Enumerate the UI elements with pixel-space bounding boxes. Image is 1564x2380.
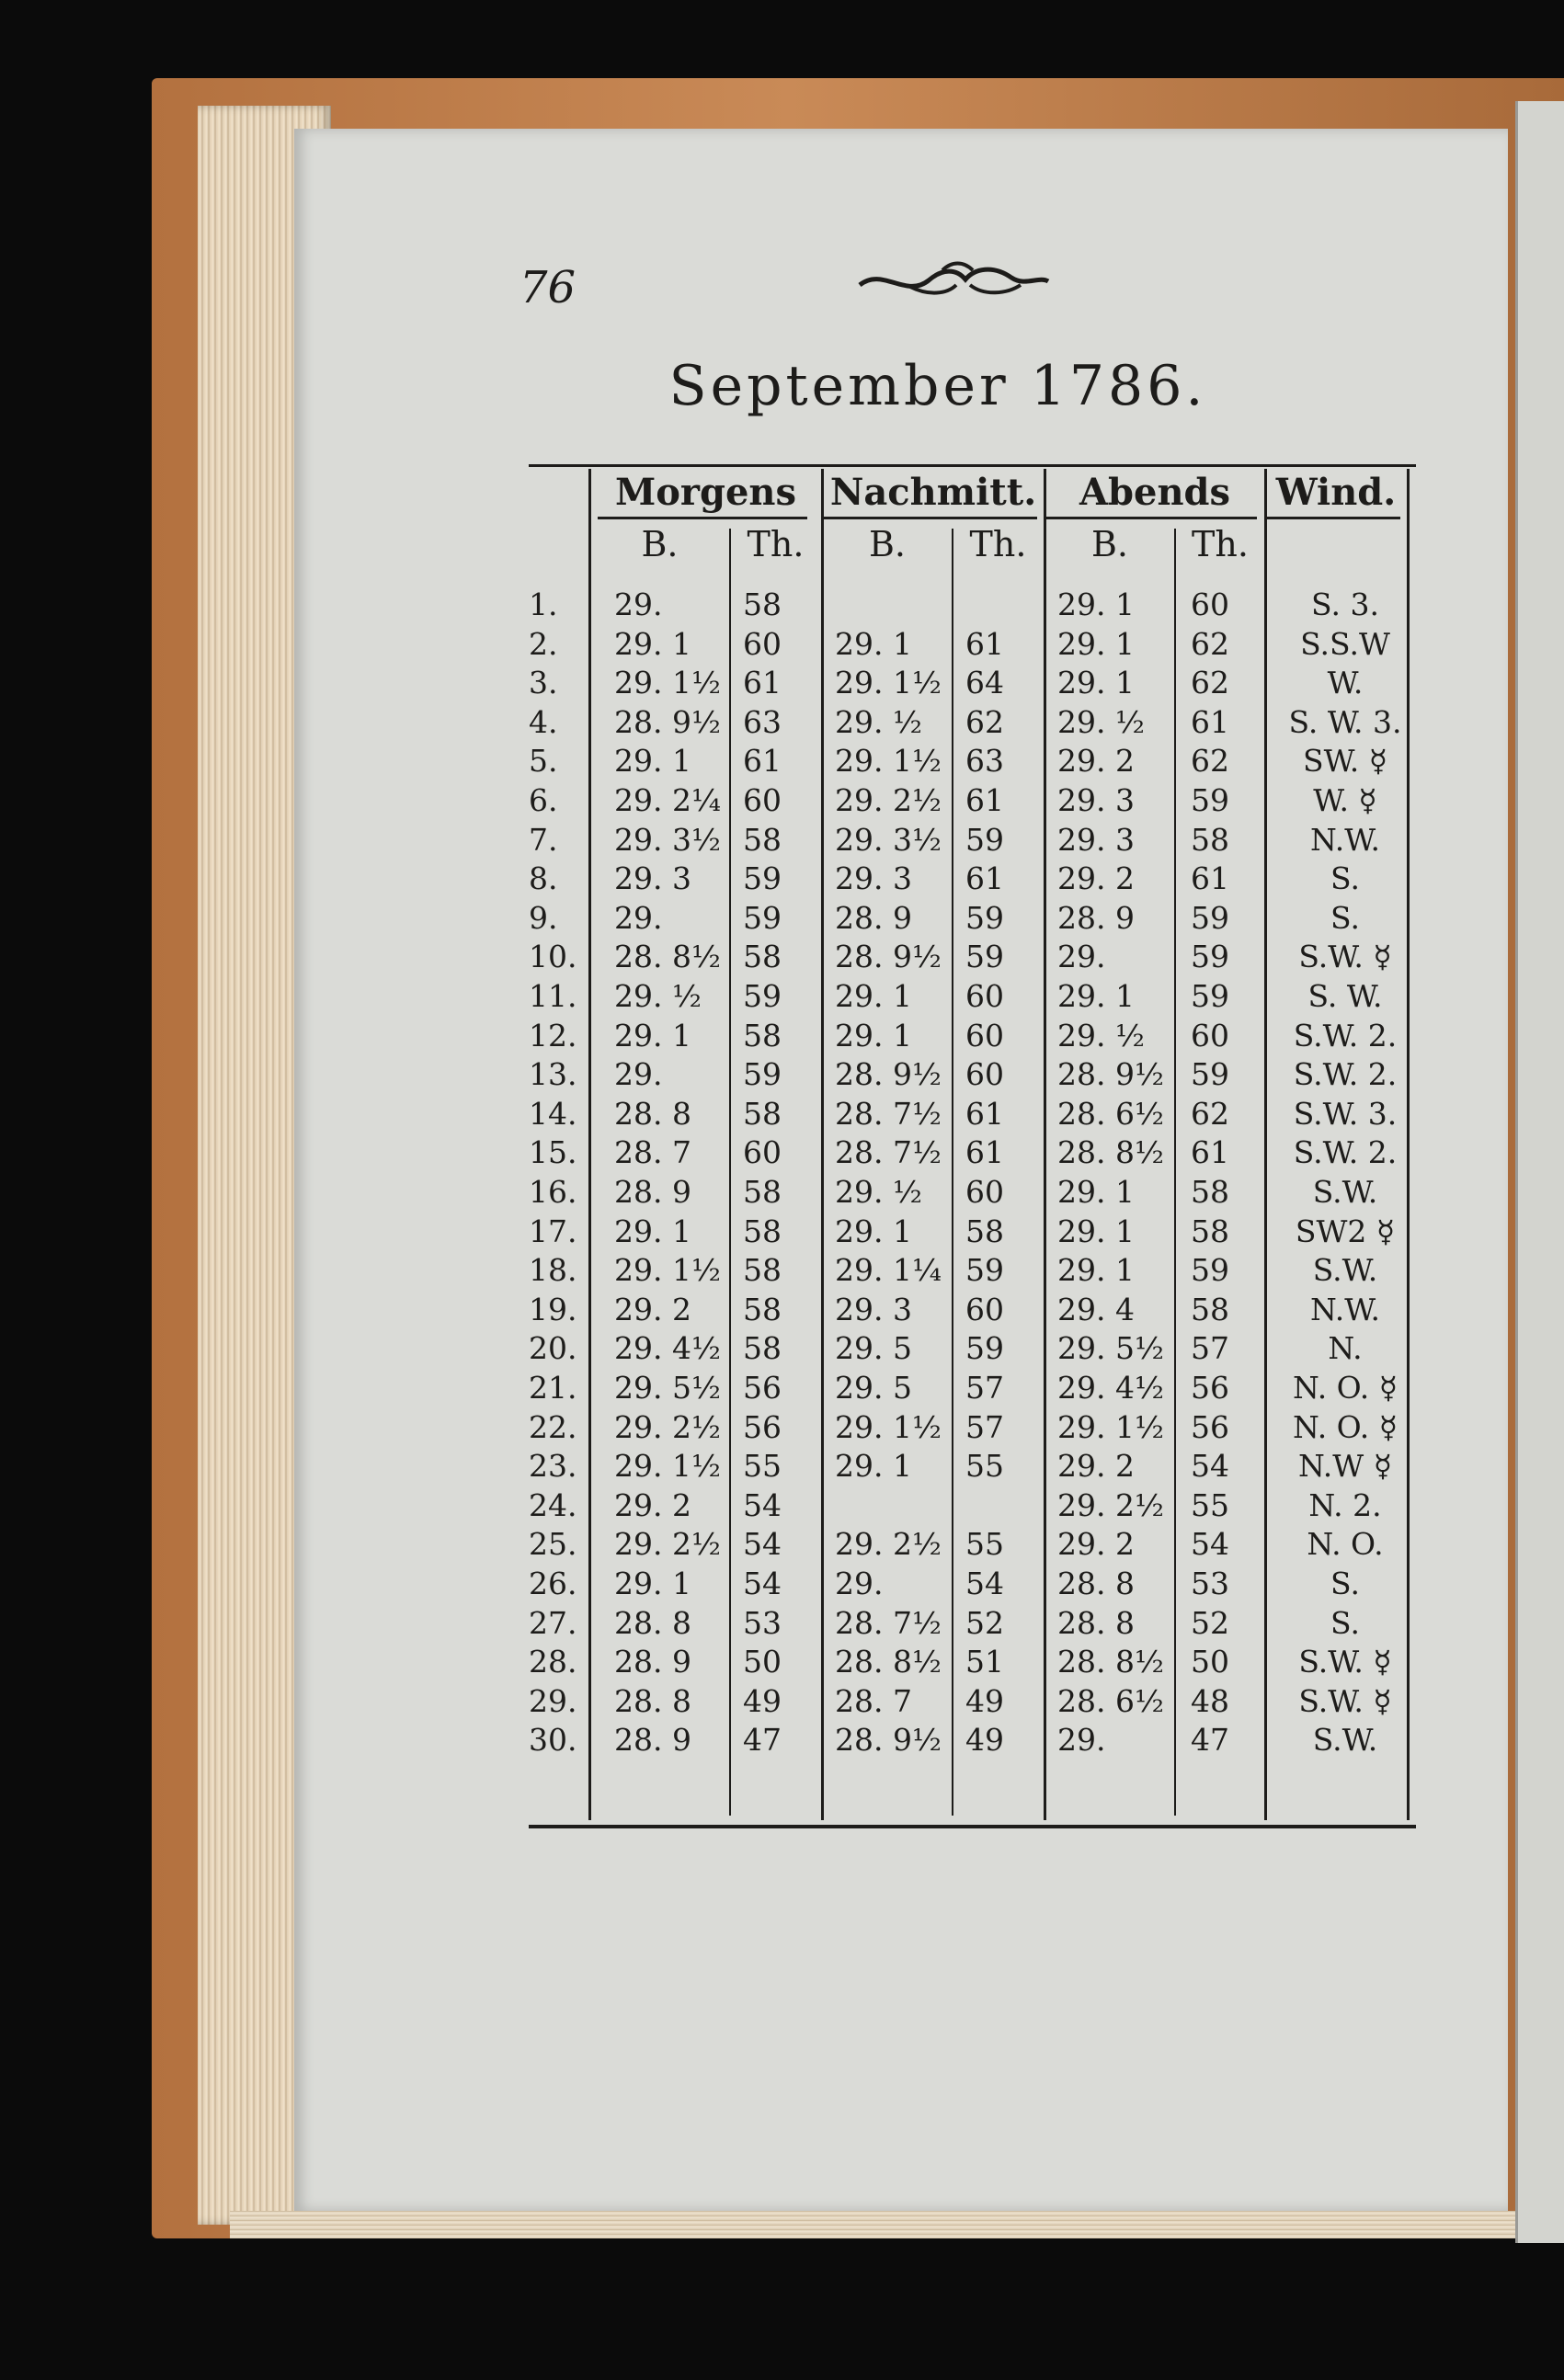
- abends-thermometer: 58: [1191, 1291, 1229, 1327]
- nachmitt-thermometer: 60: [965, 1291, 1004, 1327]
- wind-observation: S.W. 3.: [1293, 1095, 1398, 1132]
- wind-observation: S. W.: [1307, 978, 1383, 1014]
- nachmitt-barometer: 29. 3: [835, 860, 912, 897]
- morgens-barometer: 29. 1: [614, 1017, 691, 1053]
- subheader-thermometer: Th.: [747, 524, 805, 564]
- morgens-thermometer: 58: [743, 1252, 782, 1289]
- abends-thermometer: 59: [1191, 782, 1229, 818]
- day-number: 22.: [529, 1408, 577, 1445]
- nachmitt-thermometer: 49: [965, 1722, 1004, 1759]
- morgens-thermometer: 58: [743, 1017, 782, 1053]
- nachmitt-barometer: 28. 7: [835, 1682, 912, 1719]
- nachmitt-barometer: 29. 1: [835, 1213, 912, 1249]
- morgens-barometer: 29.: [614, 899, 663, 936]
- morgens-thermometer: 49: [743, 1682, 782, 1719]
- abends-thermometer: 50: [1191, 1644, 1229, 1680]
- wind-observation: S.W.: [1312, 1252, 1378, 1289]
- wind-observation: S.S.W: [1300, 625, 1390, 662]
- morgens-thermometer: 58: [743, 1213, 782, 1249]
- nachmitt-barometer: 29. 1½: [835, 743, 942, 780]
- abends-barometer: 28. 8: [1057, 1604, 1135, 1641]
- morgens-thermometer: 63: [743, 703, 782, 740]
- day-number: 26.: [529, 1566, 577, 1601]
- day-number: 14.: [529, 1095, 577, 1132]
- abends-barometer: 29. 4½: [1057, 1370, 1164, 1406]
- morgens-thermometer: 47: [743, 1722, 782, 1759]
- wind-observation: S.W. 2.: [1293, 1056, 1398, 1093]
- morgens-barometer: 29. 3: [614, 860, 691, 897]
- nachmitt-barometer: 29. ½: [835, 1174, 922, 1210]
- day-number: 24.: [529, 1486, 577, 1523]
- wind-observation: W.: [1327, 665, 1364, 701]
- abends-barometer: 28. 9½: [1057, 1056, 1164, 1093]
- morgens-barometer: 28. 8: [614, 1604, 691, 1641]
- abends-thermometer: 59: [1191, 978, 1229, 1014]
- morgens-barometer: 29. 1: [614, 1213, 691, 1249]
- nachmitt-thermometer: 61: [965, 1095, 1004, 1132]
- morgens-barometer: 29. 2: [614, 1486, 691, 1523]
- wind-observation: SW. ☿: [1303, 743, 1387, 780]
- wind-observation: SW2 ☿: [1295, 1213, 1396, 1249]
- morgens-barometer: 28. 7: [614, 1134, 691, 1171]
- nachmitt-barometer: 29. 5: [835, 1370, 912, 1406]
- wind-observation: S. 3.: [1311, 586, 1379, 622]
- morgens-barometer: 29. 4½: [614, 1330, 721, 1367]
- morgens-barometer: 29. 1: [614, 743, 691, 780]
- day-number: 16.: [529, 1174, 577, 1210]
- morgens-barometer: 29. 1: [614, 625, 691, 662]
- nachmitt-barometer: 28. 7½: [835, 1604, 942, 1641]
- table-top-rule: [529, 464, 1416, 467]
- page-title: September 1786.: [668, 354, 1207, 418]
- nachmitt-barometer: 28. 9½: [835, 1056, 942, 1093]
- nachmitt-thermometer: 58: [965, 1213, 1004, 1249]
- column-divider: [952, 529, 953, 1816]
- nachmitt-thermometer: 55: [965, 1448, 1004, 1485]
- abends-thermometer: 58: [1191, 1174, 1229, 1210]
- day-number: 5.: [529, 743, 558, 780]
- facing-page-edge: [1515, 101, 1564, 2243]
- subheader-thermometer: Th.: [969, 524, 1027, 564]
- abends-thermometer: 57: [1191, 1330, 1229, 1367]
- abends-thermometer: 58: [1191, 1213, 1229, 1249]
- abends-barometer: 29. 3: [1057, 782, 1135, 818]
- day-number: 11.: [529, 978, 577, 1014]
- header-underline-morgens: [598, 517, 807, 519]
- day-number: 19.: [529, 1291, 577, 1327]
- morgens-thermometer: 56: [743, 1408, 782, 1445]
- morgens-barometer: 29.: [614, 586, 663, 622]
- nachmitt-thermometer: 59: [965, 899, 1004, 936]
- abends-barometer: 29. 1: [1057, 665, 1135, 701]
- morgens-thermometer: 58: [743, 821, 782, 858]
- abends-thermometer: 62: [1191, 625, 1229, 662]
- nachmitt-thermometer: 62: [965, 703, 1004, 740]
- abends-barometer: 29. 1: [1057, 1252, 1135, 1289]
- day-number: 4.: [529, 703, 558, 740]
- subheader-barometer: B.: [868, 524, 906, 564]
- morgens-thermometer: 61: [743, 665, 782, 701]
- nachmitt-thermometer: 64: [965, 665, 1004, 701]
- nachmitt-thermometer: 49: [965, 1682, 1004, 1719]
- nachmitt-barometer: 29. 2½: [835, 782, 942, 818]
- day-number: 17.: [529, 1213, 577, 1249]
- wind-observation: N. O. ☿: [1292, 1408, 1398, 1445]
- abends-thermometer: 54: [1191, 1448, 1229, 1485]
- nachmitt-thermometer: 59: [965, 1330, 1004, 1367]
- morgens-thermometer: 60: [743, 782, 782, 818]
- nachmitt-barometer: 29. 1: [835, 978, 912, 1014]
- morgens-thermometer: 55: [743, 1448, 782, 1485]
- day-number: 13.: [529, 1056, 577, 1093]
- morgens-thermometer: 53: [743, 1604, 782, 1641]
- abends-barometer: 29. 1: [1057, 1213, 1135, 1249]
- day-number: 23.: [529, 1448, 577, 1485]
- wind-observation: S.: [1330, 899, 1360, 936]
- nachmitt-barometer: 29. 1: [835, 1448, 912, 1485]
- nachmitt-thermometer: [965, 586, 1039, 623]
- morgens-barometer: 29. 2½: [614, 1526, 721, 1563]
- nachmitt-thermometer: 60: [965, 1056, 1004, 1093]
- abends-thermometer: 58: [1191, 821, 1229, 858]
- abends-thermometer: 48: [1191, 1682, 1229, 1719]
- abends-barometer: 29. 1: [1057, 1174, 1135, 1210]
- nachmitt-barometer: 29. 1¼: [835, 1252, 942, 1289]
- day-number: 30.: [529, 1722, 577, 1759]
- morgens-thermometer: 54: [743, 1486, 782, 1523]
- morgens-thermometer: 58: [743, 586, 782, 622]
- abends-thermometer: 56: [1191, 1408, 1229, 1445]
- wind-observation: S.: [1330, 860, 1360, 897]
- abends-thermometer: 60: [1191, 1017, 1229, 1053]
- subheader-barometer: B.: [641, 524, 679, 564]
- day-number: 21.: [529, 1370, 577, 1406]
- nachmitt-thermometer: 61: [965, 625, 1004, 662]
- abends-thermometer: 60: [1191, 586, 1229, 622]
- nachmitt-barometer: 29. 1: [835, 1017, 912, 1053]
- wind-observation: N. O. ☿: [1292, 1370, 1398, 1406]
- morgens-barometer: 29. ½: [614, 978, 702, 1014]
- abends-barometer: 29. 1: [1057, 586, 1135, 622]
- abends-thermometer: 52: [1191, 1604, 1229, 1641]
- abends-thermometer: 59: [1191, 1252, 1229, 1289]
- morgens-thermometer: 59: [743, 1056, 782, 1093]
- abends-thermometer: 59: [1191, 1056, 1229, 1093]
- table-bottom-rule: [529, 1825, 1416, 1828]
- nachmitt-barometer: 29.: [835, 1566, 884, 1601]
- day-number: 15.: [529, 1134, 577, 1171]
- nachmitt-barometer: 28. 9: [835, 899, 912, 936]
- wind-observation: N.W.: [1310, 821, 1380, 858]
- morgens-barometer: 28. 9: [614, 1644, 691, 1680]
- nachmitt-thermometer: 59: [965, 1252, 1004, 1289]
- morgens-thermometer: 58: [743, 1095, 782, 1132]
- abends-barometer: 29. 2: [1057, 860, 1135, 897]
- abends-barometer: 29. 1½: [1057, 1408, 1164, 1445]
- morgens-barometer: 29. 2¼: [614, 782, 721, 818]
- morgens-barometer: 28. 9: [614, 1174, 691, 1210]
- day-number: 8.: [529, 860, 558, 897]
- wind-observation: S.W. 2.: [1293, 1017, 1398, 1053]
- morgens-thermometer: 50: [743, 1644, 782, 1680]
- nachmitt-barometer: [835, 1487, 950, 1524]
- day-number: 7.: [529, 821, 558, 858]
- nachmitt-barometer: [835, 586, 950, 623]
- header-underline-abends: [1044, 517, 1257, 519]
- nachmitt-thermometer: 60: [965, 1017, 1004, 1053]
- morgens-thermometer: 58: [743, 1174, 782, 1210]
- abends-thermometer: 47: [1191, 1722, 1229, 1759]
- abends-barometer: 29. 4: [1057, 1291, 1135, 1327]
- nachmitt-barometer: 29. 3: [835, 1291, 912, 1327]
- morgens-thermometer: 59: [743, 899, 782, 936]
- header-underline-nachmitt: [821, 517, 1037, 519]
- nachmitt-thermometer: 57: [965, 1370, 1004, 1406]
- column-divider: [1044, 469, 1046, 1820]
- morgens-barometer: 28. 8: [614, 1682, 691, 1719]
- nachmitt-thermometer: 60: [965, 978, 1004, 1014]
- morgens-barometer: 29. 1: [614, 1566, 691, 1601]
- nachmitt-thermometer: 59: [965, 939, 1004, 975]
- abends-thermometer: 54: [1191, 1526, 1229, 1563]
- day-number: 6.: [529, 782, 558, 818]
- abends-thermometer: 62: [1191, 665, 1229, 701]
- column-divider: [821, 469, 824, 1820]
- morgens-thermometer: 58: [743, 939, 782, 975]
- morgens-thermometer: 61: [743, 743, 782, 780]
- abends-thermometer: 61: [1191, 703, 1229, 740]
- abends-thermometer: 62: [1191, 1095, 1229, 1132]
- nachmitt-thermometer: 61: [965, 782, 1004, 818]
- abends-barometer: 29. 1: [1057, 978, 1135, 1014]
- abends-barometer: 29. 2: [1057, 743, 1135, 780]
- nachmitt-thermometer: 57: [965, 1408, 1004, 1445]
- morgens-barometer: 29. 1½: [614, 665, 721, 701]
- day-number: 25.: [529, 1526, 577, 1563]
- wind-observation: S.W.: [1312, 1174, 1378, 1210]
- abends-barometer: 29. 2½: [1057, 1486, 1164, 1523]
- header-wind: Wind.: [1275, 471, 1397, 514]
- abends-thermometer: 59: [1191, 939, 1229, 975]
- nachmitt-barometer: 28. 8½: [835, 1644, 942, 1680]
- nachmitt-thermometer: 63: [965, 743, 1004, 780]
- nachmitt-thermometer: 61: [965, 860, 1004, 897]
- abends-barometer: 28. 9: [1057, 899, 1135, 936]
- abends-barometer: 29. ½: [1057, 703, 1145, 740]
- nachmitt-barometer: 28. 9½: [835, 1722, 942, 1759]
- column-divider: [1174, 529, 1176, 1816]
- wind-observation: S.W. ☿: [1298, 1682, 1392, 1719]
- abends-barometer: 28. 8½: [1057, 1134, 1164, 1171]
- nachmitt-barometer: 28. 7½: [835, 1095, 942, 1132]
- nachmitt-barometer: 29. ½: [835, 703, 922, 740]
- wind-observation: S.W. ☿: [1298, 939, 1392, 975]
- header-morgens: Morgens: [614, 471, 797, 514]
- day-number: 18.: [529, 1252, 577, 1289]
- page-number: 76: [519, 262, 577, 313]
- abends-thermometer: 61: [1191, 860, 1229, 897]
- morgens-thermometer: 60: [743, 625, 782, 662]
- wind-observation: N.W ☿: [1298, 1448, 1392, 1485]
- abends-barometer: 28. 6½: [1057, 1095, 1164, 1132]
- header-abends: Abends: [1079, 471, 1231, 514]
- nachmitt-barometer: 29. 2½: [835, 1526, 942, 1563]
- nachmitt-barometer: 29. 3½: [835, 821, 942, 858]
- day-number: 27.: [529, 1604, 577, 1641]
- morgens-barometer: 29.: [614, 1056, 663, 1093]
- day-number: 12.: [529, 1017, 577, 1053]
- wind-observation: N. 2.: [1308, 1486, 1382, 1523]
- abends-barometer: 29. ½: [1057, 1017, 1145, 1053]
- nachmitt-barometer: 29. 1½: [835, 1408, 942, 1445]
- morgens-thermometer: 58: [743, 1330, 782, 1367]
- page-stack-bottom: [230, 2211, 1517, 2238]
- abends-barometer: 29. 1: [1057, 625, 1135, 662]
- morgens-barometer: 28. 8½: [614, 939, 721, 975]
- nachmitt-thermometer: 61: [965, 1134, 1004, 1171]
- abends-barometer: 28. 8: [1057, 1566, 1135, 1601]
- wind-observation: N.W.: [1310, 1291, 1380, 1327]
- morgens-thermometer: 59: [743, 860, 782, 897]
- morgens-thermometer: 56: [743, 1370, 782, 1406]
- day-number: 28.: [529, 1644, 577, 1680]
- nachmitt-thermometer: 52: [965, 1604, 1004, 1641]
- day-number: 1.: [529, 586, 558, 622]
- abends-barometer: 28. 6½: [1057, 1682, 1164, 1719]
- wind-observation: N.: [1328, 1330, 1363, 1367]
- abends-thermometer: 61: [1191, 1134, 1229, 1171]
- wind-observation: N. O.: [1307, 1526, 1384, 1563]
- abends-thermometer: 56: [1191, 1370, 1229, 1406]
- column-divider: [588, 469, 591, 1820]
- morgens-barometer: 29. 1½: [614, 1252, 721, 1289]
- morgens-barometer: 29. 2½: [614, 1408, 721, 1445]
- subheader-thermometer: Th.: [1192, 524, 1249, 564]
- nachmitt-thermometer: 55: [965, 1526, 1004, 1563]
- abends-barometer: 29. 2: [1057, 1526, 1135, 1563]
- wind-observation: S.: [1330, 1604, 1360, 1641]
- header-nachmitt: Nachmitt.: [829, 471, 1037, 514]
- day-number: 2.: [529, 625, 558, 662]
- nachmitt-thermometer: 51: [965, 1644, 1004, 1680]
- abends-barometer: 29. 5½: [1057, 1330, 1164, 1367]
- day-number: 29.: [529, 1682, 577, 1719]
- day-number: 3.: [529, 665, 558, 701]
- morgens-thermometer: 58: [743, 1291, 782, 1327]
- morgens-barometer: 28. 8: [614, 1095, 691, 1132]
- nachmitt-thermometer: 60: [965, 1174, 1004, 1210]
- wind-observation: W. ☿: [1313, 782, 1377, 818]
- day-number: 10.: [529, 939, 577, 975]
- day-number: 9.: [529, 899, 558, 936]
- wind-observation: S.W. ☿: [1298, 1644, 1392, 1680]
- morgens-barometer: 29. 5½: [614, 1370, 721, 1406]
- morgens-thermometer: 59: [743, 978, 782, 1014]
- morgens-thermometer: 60: [743, 1134, 782, 1171]
- abends-barometer: 29. 2: [1057, 1448, 1135, 1485]
- wind-observation: S. W. 3.: [1288, 703, 1402, 740]
- abends-thermometer: 59: [1191, 899, 1229, 936]
- morgens-barometer: 28. 9: [614, 1722, 691, 1759]
- nachmitt-barometer: 29. 1: [835, 625, 912, 662]
- abends-barometer: 29. 3: [1057, 821, 1135, 858]
- nachmitt-thermometer: 59: [965, 821, 1004, 858]
- wind-observation: S.W.: [1312, 1722, 1378, 1759]
- nachmitt-barometer: 28. 9½: [835, 939, 942, 975]
- morgens-thermometer: 54: [743, 1566, 782, 1601]
- abends-thermometer: 55: [1191, 1486, 1229, 1523]
- morgens-barometer: 29. 1½: [614, 1448, 721, 1485]
- nachmitt-barometer: 28. 7½: [835, 1134, 942, 1171]
- nachmitt-thermometer: [965, 1487, 1039, 1524]
- wind-observation: S.W. 2.: [1293, 1134, 1398, 1171]
- morgens-barometer: 29. 2: [614, 1291, 691, 1327]
- nachmitt-thermometer: 54: [965, 1566, 1004, 1601]
- day-number: 20.: [529, 1330, 577, 1367]
- abends-barometer: 29.: [1057, 1722, 1106, 1759]
- morgens-thermometer: 54: [743, 1526, 782, 1563]
- abends-thermometer: 53: [1191, 1566, 1229, 1601]
- morgens-barometer: 28. 9½: [614, 703, 721, 740]
- nachmitt-barometer: 29. 1½: [835, 665, 942, 701]
- abends-thermometer: 62: [1191, 743, 1229, 780]
- morgens-barometer: 29. 3½: [614, 821, 721, 858]
- column-divider: [729, 529, 731, 1816]
- nachmitt-barometer: 29. 5: [835, 1330, 912, 1367]
- wind-observation: S.: [1330, 1566, 1360, 1601]
- ornament-vignette: [855, 257, 1053, 303]
- subheader-barometer: B.: [1090, 524, 1128, 564]
- abends-barometer: 28. 8½: [1057, 1644, 1164, 1680]
- abends-barometer: 29.: [1057, 939, 1106, 975]
- header-underline-wind: [1267, 517, 1400, 519]
